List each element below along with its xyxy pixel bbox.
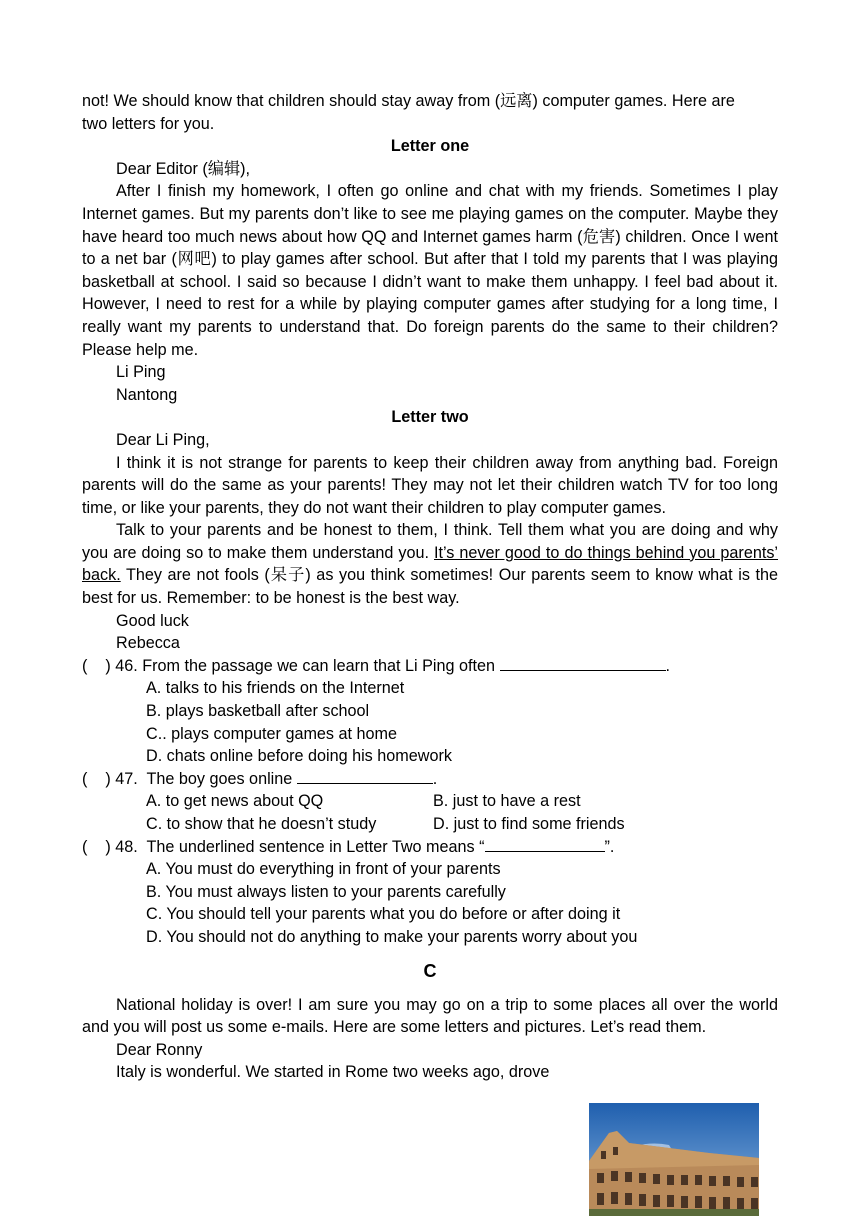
letter-one-sign-name: Li Ping [116, 363, 166, 382]
letter-two-paragraph-2 [82, 519, 778, 609]
question-47 [82, 768, 778, 791]
question-47-end: . [432, 769, 438, 788]
option-48-d: D. You should not do anything to make your parents worry about you [146, 927, 638, 946]
option-46-b: B. plays basketball after school [146, 702, 370, 721]
option-48-b: B. You must always listen to your parents carefully [146, 882, 506, 901]
intro-line-2: two letters for you. [82, 114, 215, 133]
section-c-title: C [423, 960, 437, 981]
question-48 [82, 836, 778, 859]
options-47-row-2 [82, 813, 778, 836]
letter-two-title: Letter two [391, 408, 469, 427]
question-46 [82, 655, 778, 678]
option-48-c: C. You should tell your parents what you do before or after doing it [146, 905, 621, 924]
answer-blank-46 [500, 656, 666, 671]
option-47-c: C. to show that he doesn’t study [146, 815, 377, 833]
option-48-a: A. You must do everything in front of your parents [146, 860, 501, 879]
option-47-a: A. to get news about QQ [146, 792, 324, 811]
section-c-greeting: Dear Ronny [116, 1040, 203, 1059]
question-47-stem: ( ) 47. The boy goes online [82, 769, 297, 788]
answer-blank-47 [297, 769, 433, 784]
document-content [82, 90, 778, 1084]
question-46-stem: ( ) 46. From the passage we can learn that Li Ping often [82, 656, 500, 675]
letter-one-title: Letter one [390, 137, 470, 156]
paragraph-2-end: They are not fools (呆子) as you think sometimes! Our parents seem to know what is the best for us. Remember: to be honest is the best way. [82, 566, 778, 608]
letter-two-closing: Good luck [116, 611, 189, 630]
letter-one-greeting: Dear Editor (编辑), [116, 159, 251, 178]
colosseum-photo [589, 1103, 759, 1216]
option-46-c: C.. plays computer games at home [146, 724, 398, 743]
option-46-a: A. talks to his friends on the Internet [146, 679, 405, 698]
question-48-end: ”. [604, 837, 615, 856]
option-46-d: D. chats online before doing his homework [146, 747, 452, 766]
option-47-d: D. just to find some friends [433, 815, 625, 833]
section-c-intro: National holiday is over! I am sure you may go on a trip to some places all over the world and you will post us some e-mails. Here are some letters and pictures. Let’s read them. [82, 995, 778, 1037]
letter-one-sign-place: Nantong [116, 385, 178, 404]
letter-one-body: After I finish my homework, I often go online and chat with my friends. Sometimes I play Internet games. But my parents don’t like to see me playing games on the computer. Maybe they have heard too much news about how QQ and Internet games harm (危害) children. Once I went to a net bar (网吧) to play games after school. But after that I told my parents that I was playing basketball at school. I said so because I didn’t want to make them unhappy. I feel bad about it. However, I need to rest for a while by playing computer games after studying for a long time, I really want my parents to understand that. Do foreign parents do the same to their children? Please help me. [82, 182, 778, 359]
intro-line-1: not! We should know that children should stay away from (远离) computer games. Here are [82, 92, 735, 110]
section-c-line: Italy is wonderful. We started in Rome two weeks ago, drove [116, 1063, 550, 1082]
question-46-end: . [665, 656, 670, 675]
letter-two-paragraph-1: I think it is not strange for parents to keep their children away from anything bad. Foreign parents will do the same as your parents! They may not let their children watch TV for too long time, or like your parents, they do not want their children to play computer games. [82, 453, 778, 517]
letter-two-greeting: Dear Li Ping, [116, 430, 210, 449]
paragraph-2-start: Talk to your parents and be honest to them, I think. Tell them what you are doing and why you are doing so to make them understand you. [82, 521, 778, 562]
answer-blank-48 [485, 837, 605, 852]
option-47-b: B. just to have a rest [433, 792, 581, 811]
letter-two-sign: Rebecca [116, 634, 180, 653]
question-48-stem: ( ) 48. The underlined sentence in Letter Two means “ [82, 837, 485, 856]
options-47-row-1 [82, 790, 778, 813]
underlined-sentence: It’s never good to do things behind you parents’ back. [82, 543, 779, 585]
